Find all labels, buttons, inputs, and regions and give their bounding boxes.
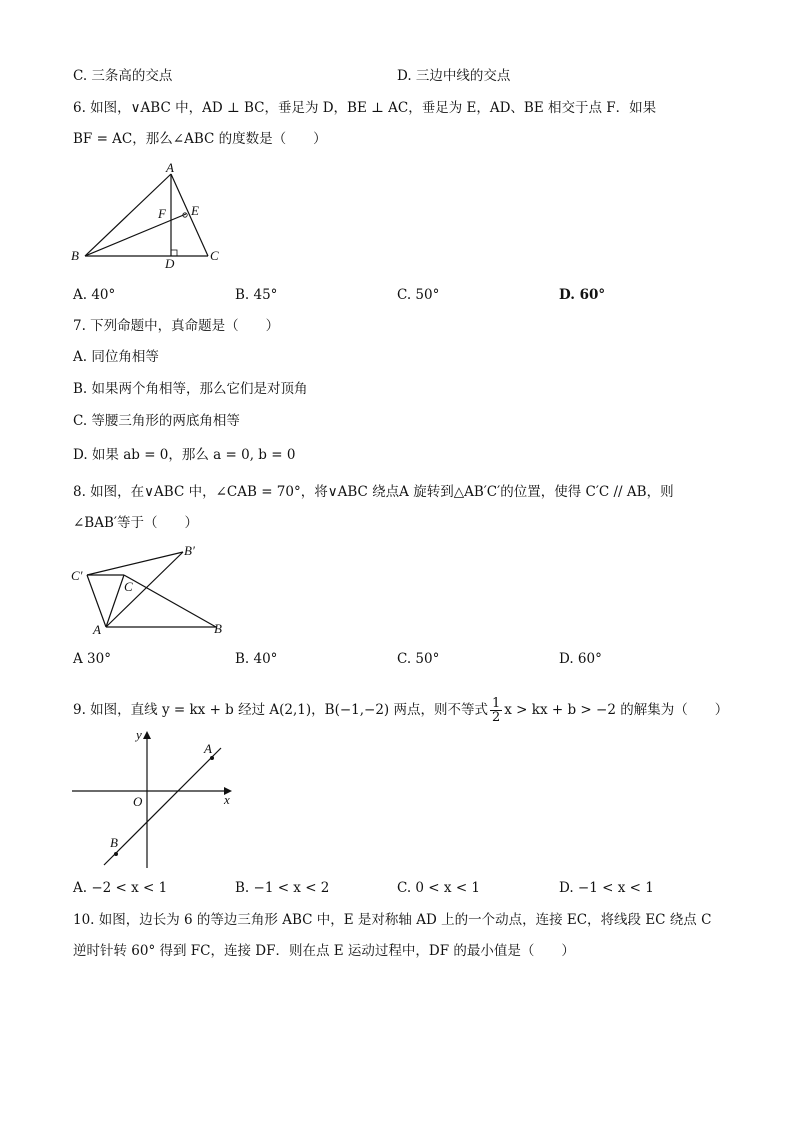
- q9-label-a: A: [204, 741, 212, 756]
- q5-option-d: D. 三边中线的交点: [397, 68, 511, 84]
- q7-stem: 7. 下列命题中，真命题是（ ）: [73, 318, 280, 334]
- q9-label-x: x: [224, 792, 230, 807]
- q9-option-c: C. 0 < x < 1: [397, 880, 481, 896]
- q9-option-b: B. −1 < x < 2: [235, 880, 330, 896]
- q9-label-b: B: [110, 835, 118, 850]
- q9-label-y: y: [136, 727, 142, 742]
- q7-option-a: A. 同位角相等: [73, 349, 159, 365]
- q8-option-a: A 30°: [73, 651, 111, 667]
- q8-label-c: C: [124, 579, 133, 594]
- q8-label-b1: B′: [184, 543, 195, 558]
- q6-label-c: C: [210, 248, 219, 263]
- q6-figure: [66, 160, 226, 270]
- q8-label-a: A: [93, 622, 101, 637]
- q10-stem-line1: 10. 如图，边长为 6 的等边三角形 ABC 中，E 是对称轴 AD 上的一个动点，连接 EC，将线段 EC 绕点 C: [73, 912, 712, 928]
- q9-option-a: A. −2 < x < 1: [73, 880, 168, 896]
- q8-stem-line1: 8. 如图，在∨ABC 中，∠CAB = 70°，将∨ABC 绕点A 旋转到△AB′C′的位置，使得 C′C // AB，则: [73, 484, 674, 500]
- q10-stem-line2: 逆时针转 60° 得到 FC，连接 DF．则在点 E 运动过程中，DF 的最小值是（ ）: [73, 943, 575, 959]
- q8-figure: [66, 540, 236, 640]
- q7-option-d: D. 如果 ab = 0，那么 a = 0, b = 0: [73, 447, 296, 463]
- q6-label-e: E: [191, 203, 199, 218]
- q9-option-d: D. −1 < x < 1: [559, 880, 654, 896]
- q7-option-b: B. 如果两个角相等，那么它们是对顶角: [73, 381, 308, 397]
- q6-option-c: C. 50°: [397, 287, 440, 303]
- q8-option-c: C. 50°: [397, 651, 440, 667]
- q9-stem: [73, 697, 728, 724]
- q6-option-d: D. 60°: [559, 287, 606, 303]
- q5-option-c: C. 三条高的交点: [73, 68, 173, 84]
- q8-stem-line2: ∠BAB′等于（ ）: [73, 515, 198, 531]
- q6-option-b: B. 45°: [235, 287, 278, 303]
- q8-option-b: B. 40°: [235, 651, 278, 667]
- q7-option-c: C. 等腰三角形的两底角相等: [73, 413, 240, 429]
- q8-label-b: B: [214, 621, 222, 636]
- q6-label-f: F: [158, 206, 166, 221]
- q6-option-a: A. 40°: [73, 287, 116, 303]
- q6-label-b: B: [71, 248, 79, 263]
- q6-stem-line2: BF = AC，那么∠ABC 的度数是（ ）: [73, 131, 327, 147]
- q8-option-d: D. 60°: [559, 651, 602, 667]
- q6-label-a: A: [166, 160, 174, 175]
- q9-stem-suffix: x > kx + b > −2 的解集为（ ）: [504, 702, 729, 718]
- q9-stem-prefix: 9. 如图，直线 y = kx + b 经过 A(2,1)，B(−1,−2) 两点，则不等式: [73, 702, 488, 718]
- q6-stem-line1: 6. 如图，∨ABC 中，AD ⊥ BC，垂足为 D，BE ⊥ AC，垂足为 E，AD、BE 相交于点 F．如果: [73, 100, 657, 116]
- q6-label-d: D: [165, 256, 175, 270]
- q9-label-o: O: [133, 794, 143, 809]
- q9-frac-den: 2: [492, 710, 501, 725]
- q9-fraction: [490, 697, 502, 724]
- q9-figure: [66, 725, 246, 875]
- q9-frac-num: 1: [492, 696, 501, 711]
- q8-label-c1: C′: [71, 568, 83, 583]
